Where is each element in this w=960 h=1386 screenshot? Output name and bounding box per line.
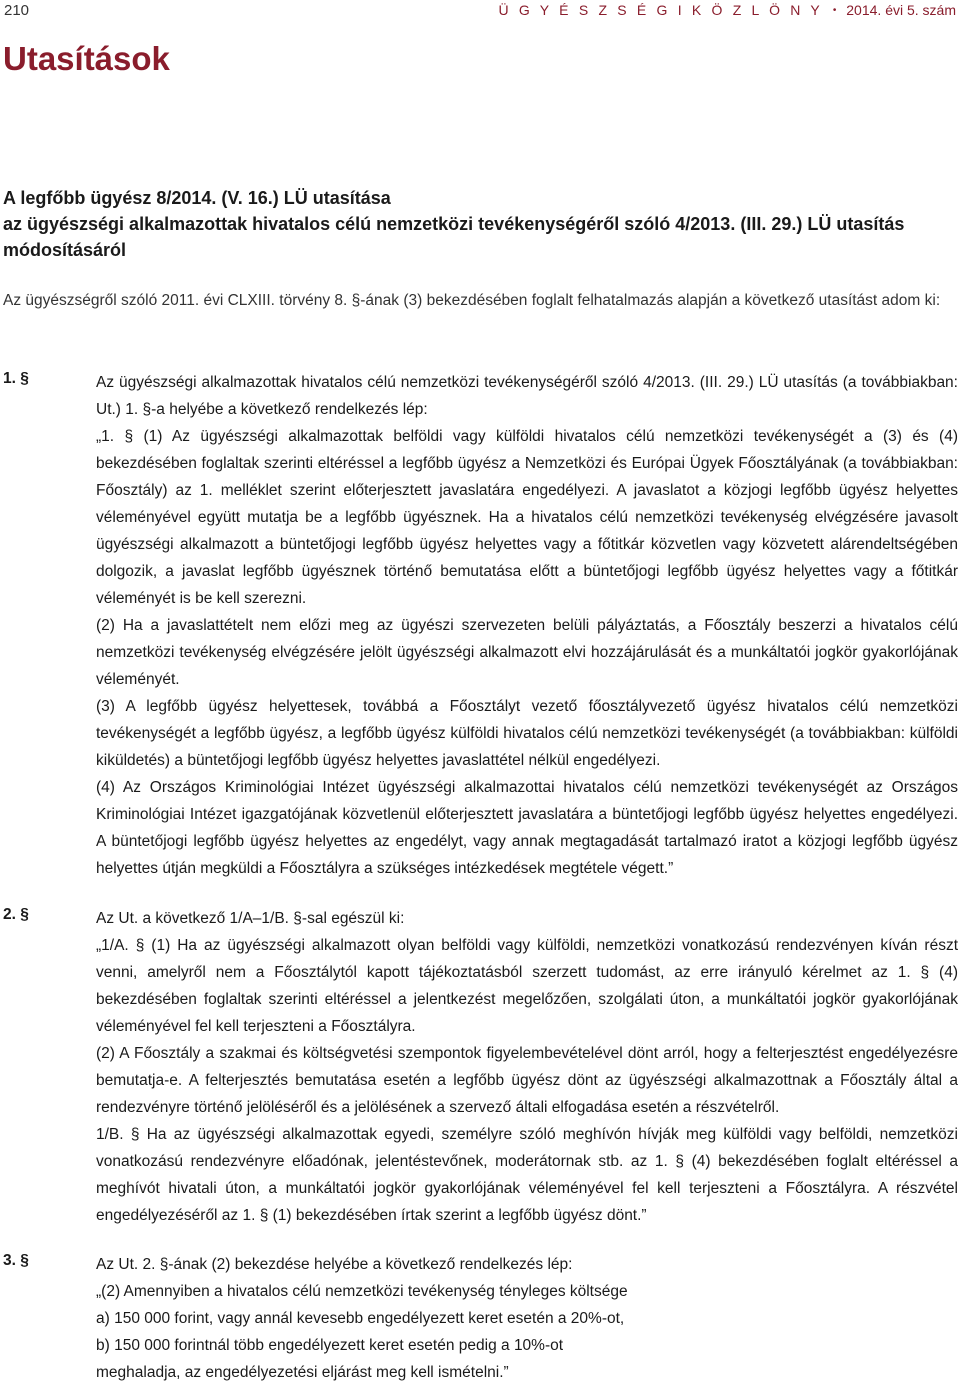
issue-label: 2014. évi 5. szám bbox=[846, 2, 956, 18]
section-title: Utasítások bbox=[3, 40, 170, 77]
document-title bbox=[3, 185, 958, 263]
section-1-body bbox=[96, 369, 958, 882]
section-2-number: 2. § bbox=[3, 906, 29, 923]
section-1-para-4: (4) Az Országos Kriminológiai Intézet ügyészségi alkalmazottai hivatalos célú nemzetközi tevékenységét az Országos Kriminológiai Intézet igazgatójának közvetlenül előterjesztett javaslatára a büntetőjogi legfőbb ügyész helyettes engedélyezi. A büntetőjogi legfőbb ügyész helyettes az engedélyt, vagy annak megtagadását tartalmazó iratot a közjogi legfőbb ügyész helyettes útján megküldi a Főosztályra a szükséges intézkedések megtétele végett.” bbox=[96, 779, 958, 877]
section-3-closing: meghaladja, az engedélyezetési eljárást meg kell ismételni.” bbox=[96, 1364, 509, 1381]
section-3-number: 3. § bbox=[3, 1252, 29, 1269]
section-2-body bbox=[96, 905, 958, 1229]
section-1-para-3: (3) A legfőbb ügyész helyettesek, továbbá a Főosztályt vezető főosztályvezető ügyész hivatalos célú nemzetközi tevékenységét a legfőbb ügyész, a legfőbb ügyész külföldi hivatalos célú nemzetközi tevékenységét (a továbbiakban: külföldi kiküldetés) a büntetőjogi legfőbb ügyész helyettes javaslattétel nélkül engedélyezi. bbox=[96, 698, 958, 769]
section-1-para-2: (2) Ha a javaslattételt nem előzi meg az ügyészi szervezeten belüli pályáztatás, a Főosztály beszerzi a hivatalos célú nemzetközi tevékenység elvégzésére jelölt ügyészségi alkalmazott elvi hozzájárulását és a munkáltatói jogkör gyakorlójának véleményét. bbox=[96, 617, 958, 688]
section-3-point-b: b) 150 000 forintnál több engedélyezett keret esetén pedig a 10%-ot bbox=[96, 1337, 564, 1354]
section-1-intro: Az ügyészségi alkalmazottak hivatalos célú nemzetközi tevékenységéről szóló 4/2013. (III. 29.) LÜ utasítás (a továbbiakban: Ut.) 1. §-a helyébe a következő rendelkezés lép: bbox=[96, 374, 958, 418]
section-2-intro: Az Ut. a következő 1/A–1/B. §-sal egészül ki: bbox=[96, 910, 405, 927]
section-3-point-a: a) 150 000 forint, vagy annál kevesebb engedélyezett keret esetén a 20%-ot, bbox=[96, 1310, 625, 1327]
section-2-para-3: 1/B. § Ha az ügyészségi alkalmazottak egyedi, személyre szóló meghívón hívják meg külföldi vagy belföldi, nemzetközi vonatkozású rendezvényre előadónak, jelentéstevőnek, moderátornak stb. az 1. § (4) bekezdésében foglalt eltéréssel a meghívót hivatali úton, a munkáltatói jogkör gyakorlójának véleményével fel kell terjeszteni a Főosztályra. A részvétel engedélyezéséről az 1. § (1) bekezdésében írtak szerint a legfőbb ügyész dönt.” bbox=[96, 1126, 958, 1224]
bullet-separator: • bbox=[832, 5, 837, 16]
page-number: 210 bbox=[4, 2, 30, 19]
section-2-para-1: „1/A. § (1) Ha az ügyészségi alkalmazott olyan belföldi vagy külföldi, nemzetközi vonatkozású rendezvényen kíván részt venni, amelyről nem a Főosztálytól kapott tájékoztatásból szerzett tudomást, az erre irányuló kérelmet az 1. § (4) bekezdésében foglaltak szerinti eltéréssel a jelentkezést megelőzően, szolgálati úton, a munkáltatói jogkör gyakorlójának véleményével fel kell terjeszteni a Főosztályra. bbox=[96, 937, 958, 1035]
preamble: Az ügyészségről szóló 2011. évi CLXIII. törvény 8. §-ának (3) bekezdésében foglalt felhatalmazás alapján a következő utasítást adom ki: bbox=[3, 292, 941, 309]
section-1-number: 1. § bbox=[3, 370, 29, 387]
running-head bbox=[498, 2, 956, 18]
journal-name: Ü G Y É S Z S É G I K Ö Z L Ö N Y bbox=[498, 2, 823, 18]
section-3-intro: Az Ut. 2. §-ának (2) bekezdése helyébe a következő rendelkezés lép: bbox=[96, 1256, 573, 1273]
section-1-para-1: „1. § (1) Az ügyészségi alkalmazottak belföldi vagy külföldi hivatalos célú nemzetközi tevékenységét a (3) és (4) bekezdésében foglaltak szerinti eltéréssel a legfőbb ügyész a Nemzetközi és Európai Ügyek Főosztályának (a továbbiakban: Főosztály) az 1. melléklet szerint előterjesztett javaslatára engedélyezi. A javaslatot a közjogi legfőbb ügyész helyettes véleményével együtt mutatja be a legfőbb ügyésznek. Ha a hivatalos célú nemzetközi tevékenység elvégzésére javasolt ügyészségi alkalmazott a büntetőjogi legfőbb ügyész helyettes vagy a főtitkár közvetlen vagy közvetett alárendeltségében dolgozik, a javaslat legfőbb ügyésznek történő bemutatása előtt a büntetőjogi legfőbb ügyész helyettes vagy a főtitkár véleményét is be kell szerezni. bbox=[96, 428, 958, 607]
section-3-body bbox=[96, 1251, 958, 1386]
title-line-3: módosításáról bbox=[3, 240, 127, 260]
title-line-2: az ügyészségi alkalmazottak hivatalos célú nemzetközi tevékenységéről szóló 4/2013. (III. 29.) LÜ utasítás bbox=[3, 214, 905, 234]
title-line-1: A legfőbb ügyész 8/2014. (V. 16.) LÜ utasítása bbox=[3, 188, 391, 208]
section-2-para-2: (2) A Főosztály a szakmai és költségvetési szempontok figyelembevételével dönt arról, hogy a felterjesztést engedélyezésre bemutatja-e. A felterjesztés bemutatása esetén a legfőbb ügyész dönt az ügyészségi alkalmazottnak a Főosztály által a rendezvényre történő jelöléséről és a jelölésének a szervező általi elfogadása esetén a részvételről. bbox=[96, 1045, 958, 1116]
section-3-para-1: „(2) Amennyiben a hivatalos célú nemzetközi tevékenység tényleges költsége bbox=[96, 1283, 628, 1300]
